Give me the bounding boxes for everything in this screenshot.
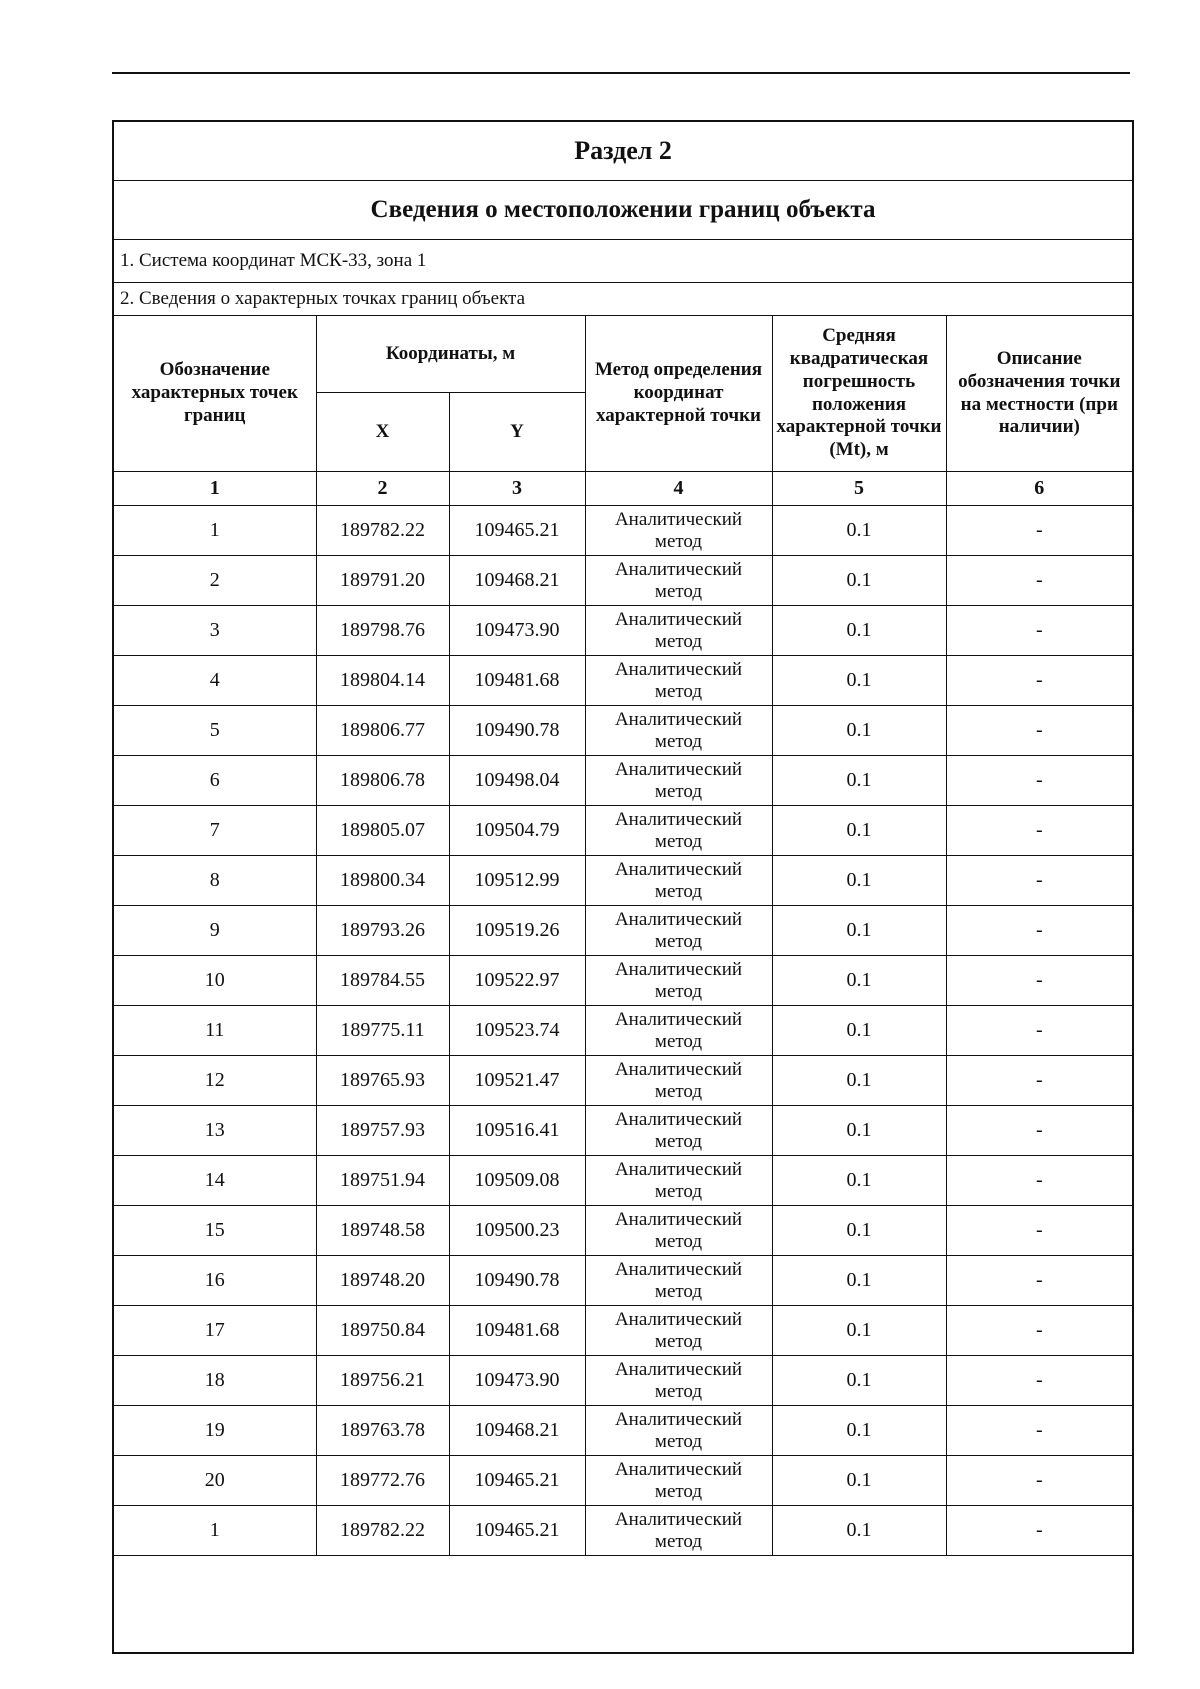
method-line: метод: [654, 1030, 703, 1052]
table-row: [114, 1106, 1132, 1156]
method-cell: [585, 906, 772, 956]
method-line: метод: [654, 630, 703, 652]
mt-cell: 0.1: [772, 606, 946, 656]
method-line: Аналитический: [614, 1258, 743, 1280]
col-header-method: Метод определения координат характерной точки: [585, 316, 772, 472]
method-line: Аналитический: [614, 1408, 743, 1430]
point-id-cell: 17: [114, 1306, 316, 1356]
point-id-cell: 15: [114, 1206, 316, 1256]
method-cell: [585, 1406, 772, 1456]
x-coordinate-cell: 189751.94: [316, 1156, 449, 1206]
x-coordinate-cell: 189748.58: [316, 1206, 449, 1256]
description-cell: -: [946, 906, 1132, 956]
col-header-y: Y: [449, 393, 585, 472]
x-coordinate-cell: 189782.22: [316, 1506, 449, 1556]
method-cell: [585, 1256, 772, 1306]
mt-cell: 0.1: [772, 756, 946, 806]
table-row: [114, 1006, 1132, 1056]
section-title: Раздел 2: [114, 122, 1132, 181]
description-cell: -: [946, 1256, 1132, 1306]
col-header-x: X: [316, 393, 449, 472]
mt-cell: 0.1: [772, 806, 946, 856]
point-id-cell: 2: [114, 556, 316, 606]
method-cell: [585, 506, 772, 556]
method-line: Аналитический: [614, 1158, 743, 1180]
method-line: Аналитический: [614, 758, 743, 780]
method-cell: [585, 956, 772, 1006]
y-coordinate-cell: 109481.68: [449, 1306, 585, 1356]
section-subtitle: Сведения о местоположении границ объекта: [114, 181, 1132, 240]
y-coordinate-cell: 109465.21: [449, 1456, 585, 1506]
y-coordinate-cell: 109521.47: [449, 1056, 585, 1106]
mt-cell: 0.1: [772, 1256, 946, 1306]
method-cell: [585, 1506, 772, 1556]
x-coordinate-cell: 189772.76: [316, 1456, 449, 1506]
description-cell: -: [946, 1306, 1132, 1356]
y-coordinate-cell: 109465.21: [449, 1506, 585, 1556]
table-row: [114, 1356, 1132, 1406]
point-id-cell: 9: [114, 906, 316, 956]
col-number: 6: [946, 472, 1132, 506]
top-rule: [112, 72, 1130, 74]
col-number: 2: [316, 472, 449, 506]
column-number-row: [114, 472, 1132, 506]
method-line: Аналитический: [614, 1308, 743, 1330]
x-coordinate-cell: 189765.93: [316, 1056, 449, 1106]
table-row: [114, 1056, 1132, 1106]
method-cell: [585, 756, 772, 806]
method-line: Аналитический: [614, 1358, 743, 1380]
mt-cell: 0.1: [772, 1056, 946, 1106]
x-coordinate-cell: 189756.21: [316, 1356, 449, 1406]
method-line: Аналитический: [614, 1008, 743, 1030]
col-number: 1: [114, 472, 316, 506]
method-line: метод: [654, 1380, 703, 1402]
table-row: [114, 756, 1132, 806]
description-cell: -: [946, 506, 1132, 556]
col-header-coordinates: Координаты, м: [316, 316, 585, 393]
col-header-mt: Средняя квадратическая погрешность положения характерной точки (Mt), м: [772, 316, 946, 472]
y-coordinate-cell: 109473.90: [449, 606, 585, 656]
empty-cell: [114, 1556, 1132, 1629]
description-cell: -: [946, 706, 1132, 756]
points-header-line: 2. Сведения о характерных точках границ объекта: [114, 283, 1132, 316]
description-cell: -: [946, 1506, 1132, 1556]
point-id-cell: 1: [114, 1506, 316, 1556]
method-line: метод: [654, 1480, 703, 1502]
method-line: Аналитический: [614, 1208, 743, 1230]
table-row: [114, 856, 1132, 906]
section-frame: [112, 120, 1134, 1654]
method-line: метод: [654, 1230, 703, 1252]
method-line: метод: [654, 1080, 703, 1102]
y-coordinate-cell: 109516.41: [449, 1106, 585, 1156]
mt-cell: 0.1: [772, 506, 946, 556]
table-row: [114, 1156, 1132, 1206]
x-coordinate-cell: 189748.20: [316, 1256, 449, 1306]
y-coordinate-cell: 109465.21: [449, 506, 585, 556]
table-row: [114, 706, 1132, 756]
point-id-cell: 4: [114, 656, 316, 706]
x-coordinate-cell: 189763.78: [316, 1406, 449, 1456]
boundary-table: [114, 122, 1132, 1628]
method-line: Аналитический: [614, 808, 743, 830]
method-line: метод: [654, 980, 703, 1002]
table-row: [114, 1506, 1132, 1556]
mt-cell: 0.1: [772, 1356, 946, 1406]
y-coordinate-cell: 109509.08: [449, 1156, 585, 1206]
x-coordinate-cell: 189784.55: [316, 956, 449, 1006]
mt-cell: 0.1: [772, 1206, 946, 1256]
point-id-cell: 14: [114, 1156, 316, 1206]
method-cell: [585, 1206, 772, 1256]
col-header-description: Описание обозначения точки на местности (при наличии): [946, 316, 1132, 472]
mt-cell: 0.1: [772, 556, 946, 606]
mt-cell: 0.1: [772, 1106, 946, 1156]
x-coordinate-cell: 189757.93: [316, 1106, 449, 1156]
method-cell: [585, 1156, 772, 1206]
method-cell: [585, 806, 772, 856]
description-cell: -: [946, 856, 1132, 906]
point-id-cell: 19: [114, 1406, 316, 1456]
x-coordinate-cell: 189793.26: [316, 906, 449, 956]
col-number: 4: [585, 472, 772, 506]
description-cell: -: [946, 556, 1132, 606]
x-coordinate-cell: 189775.11: [316, 1006, 449, 1056]
mt-cell: 0.1: [772, 906, 946, 956]
method-line: метод: [654, 1430, 703, 1452]
x-coordinate-cell: 189791.20: [316, 556, 449, 606]
description-cell: -: [946, 1056, 1132, 1106]
method-line: Аналитический: [614, 958, 743, 980]
point-id-cell: 16: [114, 1256, 316, 1306]
point-id-cell: 20: [114, 1456, 316, 1506]
method-line: метод: [654, 530, 703, 552]
point-id-cell: 1: [114, 506, 316, 556]
mt-cell: 0.1: [772, 956, 946, 1006]
description-cell: -: [946, 656, 1132, 706]
description-cell: -: [946, 1156, 1132, 1206]
description-cell: -: [946, 1356, 1132, 1406]
y-coordinate-cell: 109473.90: [449, 1356, 585, 1406]
table-row: [114, 556, 1132, 606]
table-row: [114, 656, 1132, 706]
y-coordinate-cell: 109490.78: [449, 1256, 585, 1306]
y-coordinate-cell: 109512.99: [449, 856, 585, 906]
method-line: Аналитический: [614, 1458, 743, 1480]
x-coordinate-cell: 189782.22: [316, 506, 449, 556]
method-cell: [585, 656, 772, 706]
point-id-cell: 3: [114, 606, 316, 656]
method-line: метод: [654, 1180, 703, 1202]
table-row: [114, 806, 1132, 856]
table-row: [114, 506, 1132, 556]
method-cell: [585, 1056, 772, 1106]
method-cell: [585, 1106, 772, 1156]
point-id-cell: 10: [114, 956, 316, 1006]
method-cell: [585, 856, 772, 906]
mt-cell: 0.1: [772, 1156, 946, 1206]
col-number: 3: [449, 472, 585, 506]
point-id-cell: 7: [114, 806, 316, 856]
point-id-cell: 8: [114, 856, 316, 906]
x-coordinate-cell: 189806.78: [316, 756, 449, 806]
description-cell: -: [946, 806, 1132, 856]
description-cell: -: [946, 1106, 1132, 1156]
method-line: метод: [654, 930, 703, 952]
table-row: [114, 1256, 1132, 1306]
table-row: [114, 606, 1132, 656]
method-line: Аналитический: [614, 858, 743, 880]
method-cell: [585, 606, 772, 656]
method-cell: [585, 1456, 772, 1506]
mt-cell: 0.1: [772, 1506, 946, 1556]
method-line: Аналитический: [614, 1108, 743, 1130]
y-coordinate-cell: 109522.97: [449, 956, 585, 1006]
y-coordinate-cell: 109523.74: [449, 1006, 585, 1056]
method-line: Аналитический: [614, 658, 743, 680]
method-line: метод: [654, 730, 703, 752]
table-row: [114, 956, 1132, 1006]
description-cell: -: [946, 606, 1132, 656]
method-line: Аналитический: [614, 1508, 743, 1530]
y-coordinate-cell: 109500.23: [449, 1206, 585, 1256]
coord-system-line: 1. Система координат МСК-33, зона 1: [114, 240, 1132, 283]
x-coordinate-cell: 189750.84: [316, 1306, 449, 1356]
y-coordinate-cell: 109468.21: [449, 1406, 585, 1456]
mt-cell: 0.1: [772, 1456, 946, 1506]
method-line: метод: [654, 680, 703, 702]
method-line: метод: [654, 1280, 703, 1302]
x-coordinate-cell: 189805.07: [316, 806, 449, 856]
description-cell: -: [946, 1006, 1132, 1056]
method-line: метод: [654, 1130, 703, 1152]
method-line: метод: [654, 580, 703, 602]
method-line: метод: [654, 830, 703, 852]
mt-cell: 0.1: [772, 1406, 946, 1456]
mt-cell: 0.1: [772, 1306, 946, 1356]
method-cell: [585, 706, 772, 756]
method-cell: [585, 1306, 772, 1356]
method-line: Аналитический: [614, 558, 743, 580]
y-coordinate-cell: 109504.79: [449, 806, 585, 856]
method-line: метод: [654, 780, 703, 802]
table-row: [114, 1456, 1132, 1506]
point-id-cell: 12: [114, 1056, 316, 1106]
method-line: Аналитический: [614, 1058, 743, 1080]
y-coordinate-cell: 109519.26: [449, 906, 585, 956]
method-cell: [585, 1356, 772, 1406]
point-id-cell: 13: [114, 1106, 316, 1156]
description-cell: -: [946, 1406, 1132, 1456]
method-line: Аналитический: [614, 608, 743, 630]
method-line: Аналитический: [614, 708, 743, 730]
description-cell: -: [946, 1456, 1132, 1506]
description-cell: -: [946, 1206, 1132, 1256]
method-line: Аналитический: [614, 508, 743, 530]
x-coordinate-cell: 189806.77: [316, 706, 449, 756]
point-id-cell: 6: [114, 756, 316, 806]
mt-cell: 0.1: [772, 656, 946, 706]
y-coordinate-cell: 109490.78: [449, 706, 585, 756]
method-line: метод: [654, 1530, 703, 1552]
table-row: [114, 906, 1132, 956]
y-coordinate-cell: 109468.21: [449, 556, 585, 606]
method-cell: [585, 1006, 772, 1056]
point-id-cell: 11: [114, 1006, 316, 1056]
x-coordinate-cell: 189798.76: [316, 606, 449, 656]
x-coordinate-cell: 189800.34: [316, 856, 449, 906]
description-cell: -: [946, 756, 1132, 806]
table-row: [114, 1406, 1132, 1456]
mt-cell: 0.1: [772, 1006, 946, 1056]
mt-cell: 0.1: [772, 706, 946, 756]
empty-footer-row: [114, 1556, 1132, 1629]
y-coordinate-cell: 109481.68: [449, 656, 585, 706]
method-line: метод: [654, 880, 703, 902]
col-number: 5: [772, 472, 946, 506]
col-header-point-id: Обозначение характерных точек границ: [114, 316, 316, 472]
y-coordinate-cell: 109498.04: [449, 756, 585, 806]
point-id-cell: 5: [114, 706, 316, 756]
x-coordinate-cell: 189804.14: [316, 656, 449, 706]
method-line: Аналитический: [614, 908, 743, 930]
table-row: [114, 1306, 1132, 1356]
method-line: метод: [654, 1330, 703, 1352]
method-cell: [585, 556, 772, 606]
table-row: [114, 1206, 1132, 1256]
description-cell: -: [946, 956, 1132, 1006]
mt-cell: 0.1: [772, 856, 946, 906]
point-id-cell: 18: [114, 1356, 316, 1406]
